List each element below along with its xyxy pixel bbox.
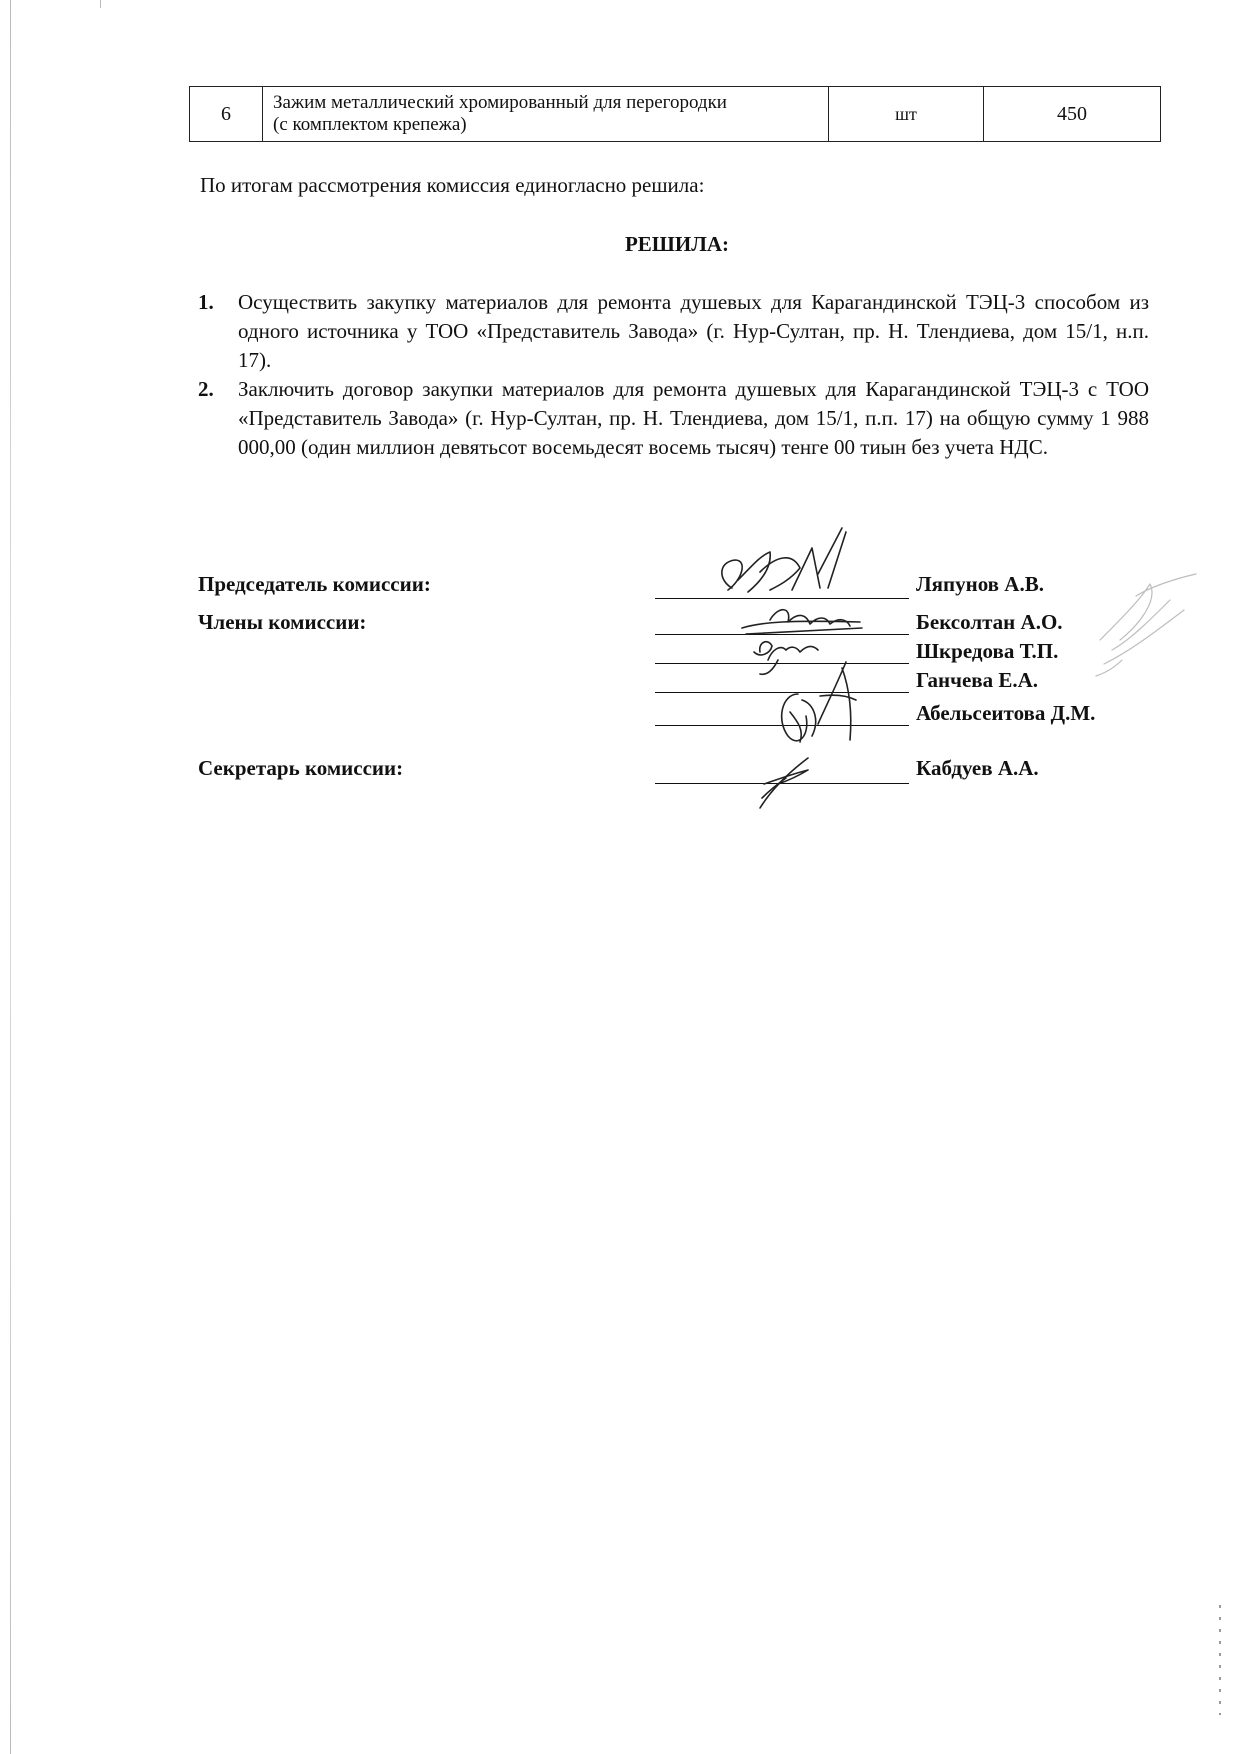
list-item bbox=[198, 375, 1149, 462]
scan-mark bbox=[100, 0, 101, 8]
item-name bbox=[263, 87, 829, 142]
list-item-number: 2. bbox=[198, 377, 214, 401]
signature-line bbox=[655, 725, 909, 726]
scan-mark bbox=[1219, 1605, 1221, 1715]
item-unit: шт bbox=[829, 87, 984, 142]
secretary-name: Кабдуев А.А. bbox=[916, 756, 1039, 780]
member-signature bbox=[742, 610, 862, 634]
item-name-line: Зажим металлический хромированный для перегородки bbox=[273, 92, 727, 113]
faded-mark bbox=[1096, 574, 1196, 676]
member-name: Бексолтан А.О. bbox=[916, 610, 1063, 634]
member-signature bbox=[754, 642, 818, 675]
list-item-text: Осуществить закупку материалов для ремонта душевых для Карагандинской ТЭЦ-3 способом из одного источника у ТОО «Представитель Завода» (г. Нур-Султан, пр. Н. Тлендиева, дом 15/1, н.п. 17). bbox=[238, 290, 1149, 372]
signature-line bbox=[655, 692, 909, 693]
item-number: 6 bbox=[190, 87, 263, 142]
member-name: Ганчева Е.А. bbox=[916, 668, 1039, 692]
item-quantity: 450 bbox=[984, 87, 1161, 142]
chairman-signature bbox=[722, 528, 846, 592]
chairman-name: Ляпунов А.В. bbox=[916, 572, 1044, 596]
member-signature bbox=[782, 694, 816, 742]
decision-heading: РЕШИЛА: bbox=[624, 232, 730, 256]
intro-text: По итогам рассмотрения комиссия единогласно решила: bbox=[200, 173, 705, 197]
signature-line bbox=[655, 783, 909, 784]
scan-edge bbox=[10, 0, 11, 1754]
decisions-list bbox=[198, 288, 1149, 462]
signature-line bbox=[655, 663, 909, 664]
chairman-label: Председатель комиссии: bbox=[198, 572, 431, 596]
member-name: Абельсеитова Д.М. bbox=[916, 701, 1096, 725]
signature-line bbox=[655, 598, 909, 599]
signature-line bbox=[655, 634, 909, 635]
members-label: Члены комиссии: bbox=[198, 610, 367, 634]
list-item-number: 1. bbox=[198, 290, 214, 314]
list-item bbox=[198, 288, 1149, 375]
list-item-text: Заключить договор закупки материалов для ремонта душевых для Карагандинской ТЭЦ-3 с ТОО «Представитель Завода» (г. Нур-Султан, пр. Н. Тлендиева, дом 15/1, п.п. 17) на общую сумму 1 988 000,00 (один миллион девятьсот восемьдесят восемь тысяч) тенге 00 тиын без учета НДС. bbox=[238, 377, 1149, 459]
member-signature bbox=[818, 662, 856, 740]
secretary-label: Секретарь комиссии: bbox=[198, 756, 404, 780]
items-table bbox=[189, 86, 1161, 142]
item-name-line: (с комплектом крепежа) bbox=[273, 114, 467, 135]
table-row bbox=[190, 87, 1161, 142]
member-name: Шкредова Т.П. bbox=[916, 639, 1059, 663]
